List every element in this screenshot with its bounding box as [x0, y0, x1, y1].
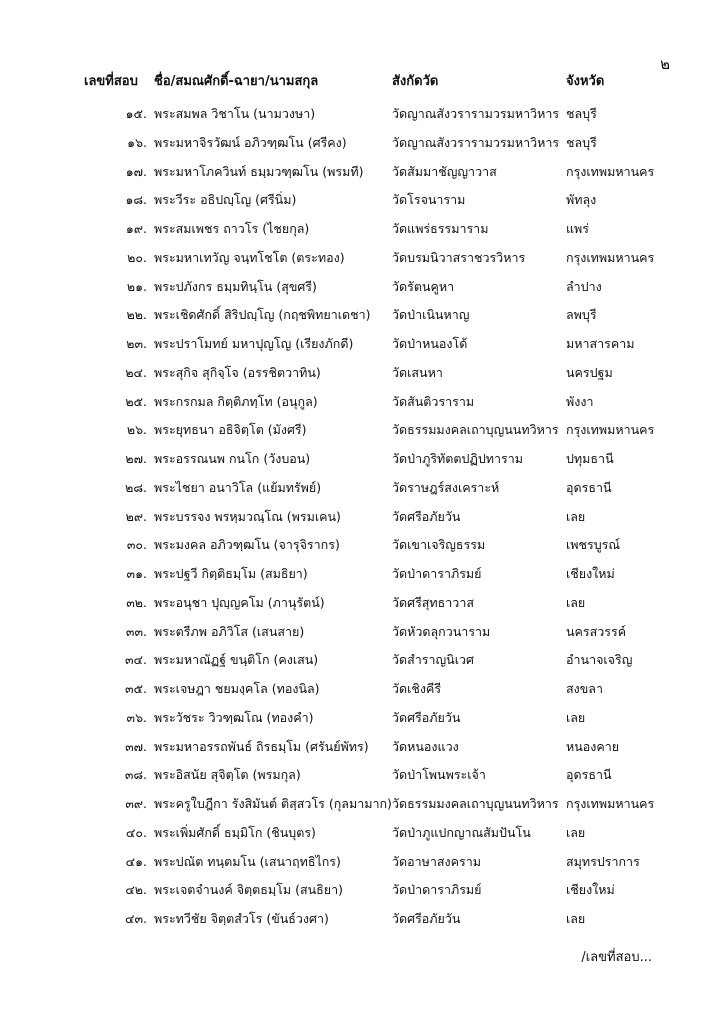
province-name: นครสวรรค์ — [566, 623, 627, 639]
table-row — [0, 876, 724, 905]
exam-number: ๒๘. — [125, 479, 147, 495]
province-name: เชียงใหม่ — [566, 566, 615, 581]
table-row — [0, 761, 724, 790]
temple-name: วัดศรีอภัยวัน — [392, 911, 461, 926]
province-name: ชลบุรี — [566, 134, 597, 150]
province-name: ลพบุรี — [566, 307, 597, 323]
temple-name: วัดหนองแวง — [392, 738, 459, 754]
exam-number: ๓๐. — [126, 537, 147, 553]
temple-name: วัดแพร่ธรรมาราม — [392, 221, 489, 236]
province-name: อำนาจเจริญ — [566, 652, 633, 668]
exam-number: ๔๓. — [125, 911, 147, 926]
province-name: กรุงเทพมหานคร — [566, 163, 655, 179]
table-header — [0, 70, 724, 94]
table-body — [0, 100, 724, 934]
header-exam-number: เลขที่สอบ — [84, 74, 138, 89]
temple-name: วัดป่าภูริทัตตปฏิปทาราม — [392, 451, 524, 466]
table-row — [0, 733, 724, 762]
monk-name: พระอนุชา ปุญฺญคโม (ภานุรัตน์) — [154, 594, 325, 610]
table-row — [0, 503, 724, 532]
temple-name: วัดป่าโพนพระเจ้า — [392, 767, 486, 783]
table-row — [0, 618, 724, 647]
monk-name: พระไชยา อนาวิโล (แย้มทรัพย์) — [154, 479, 322, 495]
table-row — [0, 416, 724, 445]
province-name: เลย — [566, 594, 586, 610]
province-name: แพร่ — [566, 221, 590, 236]
exam-number: ๓๙. — [125, 796, 147, 811]
temple-name: วัดศรีสุทธาวาส — [392, 594, 474, 610]
table-row — [0, 359, 724, 388]
temple-name: วัดเชิงคีรี — [392, 681, 442, 696]
header-temple: สังกัดวัด — [392, 74, 439, 89]
province-name: ลำปาง — [566, 278, 602, 294]
monk-name: พระปราโมทย์ มหาปุญโญ (เรียงภักดี) — [154, 336, 354, 351]
exam-number: ๑๙. — [125, 221, 147, 236]
exam-number: ๓๖. — [126, 709, 147, 725]
province-name: ปทุมธานี — [566, 451, 614, 466]
table-row — [0, 675, 724, 704]
exam-number: ๒๑. — [126, 278, 147, 294]
table-row — [0, 646, 724, 675]
table-row — [0, 215, 724, 244]
province-name: สงขลา — [566, 681, 603, 696]
monk-name: พระเจษฎา ชยมงฺคโล (ทองนิล) — [154, 681, 320, 696]
monk-name: พระสมเพชร ถาวโร (ไชยกุล) — [154, 221, 310, 236]
table-row — [0, 273, 724, 302]
province-name: กรุงเทพมหานคร — [566, 422, 655, 438]
exam-number: ๒๗. — [125, 451, 147, 466]
province-name: สมุทรปราการ — [566, 853, 640, 869]
temple-name: วัดญาณสังวรารามวรมหาวิหาร — [392, 106, 560, 121]
province-name: กรุงเทพมหานคร — [566, 249, 655, 265]
monk-name: พระปณัต ทนฺตมโน (เสนาฤทธิไกร) — [154, 853, 341, 869]
exam-number: ๑๘. — [125, 192, 147, 208]
temple-name: วัดป่าดาราภิรมย์ — [392, 566, 482, 581]
exam-number: ๒๐. — [127, 249, 147, 265]
province-name: อุดรธานี — [566, 767, 612, 783]
continuation-note: /เลขที่สอบ... — [581, 950, 652, 965]
page-number: ๒ — [660, 55, 670, 73]
exam-number: ๑๗. — [125, 163, 147, 179]
exam-number: ๑๖. — [127, 134, 147, 150]
temple-name: วัดราษฎร์สงเคราะห์ — [392, 479, 500, 495]
province-name: เลย — [566, 911, 586, 926]
province-name: กรุงเทพมหานคร — [566, 796, 655, 811]
temple-name: วัดสัมมาชัญญาวาส — [392, 163, 497, 179]
table-row — [0, 445, 724, 474]
province-name: เชียงใหม่ — [566, 882, 615, 898]
exam-number: ๔๑. — [125, 853, 147, 869]
monk-name: พระวัชระ วิวฑฺฒโณ (ทองคำ) — [154, 709, 314, 725]
header-name: ชื่อ/สมณศักดิ์-ฉายา/นามสกุล — [154, 74, 319, 89]
province-name: เลย — [566, 824, 586, 840]
province-name: พัทลุง — [566, 192, 597, 208]
exam-number: ๓๑. — [126, 566, 147, 581]
table-row — [0, 560, 724, 589]
monk-name: พระเจตจำนงค์ จิตฺตธมฺโม (สนธิยา) — [154, 882, 343, 898]
monk-name: พระสุกิจ สุกิจฺโจ (อรรชิตวาทิน) — [154, 364, 321, 380]
province-name: เลย — [566, 508, 586, 524]
temple-name: วัดป่าหนองโด้ — [392, 336, 468, 351]
temple-name: วัดป่าดาราภิรมย์ — [392, 882, 482, 898]
monk-name: พระอรรณนพ กนโก (วังบอน) — [154, 451, 311, 466]
monk-name: พระกรกมล กิตฺติภทฺโท (อนุกูล) — [154, 393, 318, 409]
monk-name: พระเพิ่มศักดิ์ ธมฺมิโก (ชินบุตร) — [154, 824, 316, 840]
table-row — [0, 531, 724, 560]
monk-name: พระมหาณัฏฐ์ ขนฺติโก (คงเสน) — [154, 652, 319, 668]
monk-name: พระครูใบฎีกา รังสิมันต์ ติสฺสวโร (กุลมามาก) — [154, 796, 392, 811]
exam-number: ๓๕. — [125, 681, 147, 696]
monk-name: พระบรรจง พรหฺมวณฺโณ (พรมเคน) — [154, 508, 341, 524]
temple-name: วัดเขาเจริญธรรม — [392, 537, 486, 553]
temple-name: วัดป่าเนินหาญ — [392, 307, 470, 323]
exam-number: ๓๔. — [125, 652, 147, 668]
temple-name: วัดธรรมมงคลเถาบุญนนทวิหาร — [392, 422, 559, 438]
temple-name: วัดบรมนิวาสราชวรวิหาร — [392, 249, 526, 265]
temple-name: วัดรัตนคูหา — [392, 278, 455, 294]
temple-name: วัดญาณสังวรารามวรมหาวิหาร — [392, 134, 560, 150]
temple-name: วัดหัวดลุกวนาราม — [392, 623, 491, 639]
table-row — [0, 301, 724, 330]
exam-number: ๒๒. — [126, 307, 147, 323]
exam-number: ๒๓. — [126, 336, 147, 351]
exam-number: ๒๔. — [125, 364, 147, 380]
table-row — [0, 474, 724, 503]
province-name: อุดรธานี — [566, 479, 612, 495]
province-name: เลย — [566, 709, 586, 725]
table-row — [0, 100, 724, 129]
exam-number: ๔๐. — [125, 824, 147, 840]
monk-name: พระยุทธนา อธิจิตฺโต (มังศรี) — [154, 422, 307, 438]
monk-name: พระปฐวี กิตฺติธมฺโม (สมธิยา) — [154, 566, 308, 581]
monk-name: พระอิสนัย สุจิตฺโต (พรมกุล) — [154, 767, 301, 783]
exam-number: ๔๒. — [125, 882, 147, 898]
exam-number: ๒๖. — [126, 422, 147, 438]
monk-name: พระเชิดศักดิ์ สิริปญฺโญ (กฤชพิทยาเดชา) — [154, 307, 371, 323]
header-province: จังหวัด — [566, 74, 605, 89]
table-row — [0, 388, 724, 417]
exam-number: ๓๒. — [126, 594, 147, 610]
temple-name: วัดศรีอภัยวัน — [392, 709, 461, 725]
province-name: มหาสารคาม — [566, 336, 635, 351]
monk-name: พระมหาอรรถพันธ์ ถิรธมฺโม (ศรันย์พัทร) — [154, 738, 369, 754]
monk-name: พระทวีชัย จิตฺตสํวโร (ขันธ์วงศา) — [154, 911, 329, 926]
table-row — [0, 589, 724, 618]
province-name: ชลบุรี — [566, 106, 597, 121]
table-row — [0, 158, 724, 187]
monk-name: พระวีระ อธิปญฺโญ (ศรีนิ่ม) — [154, 192, 297, 208]
table-row — [0, 790, 724, 819]
exam-number: ๑๕. — [125, 106, 147, 121]
monk-name: พระปภังกร ธมฺมทินฺโน (สุขศรี) — [154, 278, 317, 294]
monk-name: พระตรีภพ อภิวิโส (เสนสาย) — [154, 623, 305, 639]
table-row — [0, 848, 724, 877]
temple-name: วัดเสนหา — [392, 364, 443, 380]
monk-name: พระสมพล วิชาโน (นามวงษา) — [154, 106, 316, 121]
table-row — [0, 905, 724, 934]
province-name: นครปฐม — [566, 364, 613, 380]
table-row — [0, 704, 724, 733]
monk-name: พระมหาจิรวัฒน์ อภิวฑฺฒโน (ศรีคง) — [154, 134, 347, 150]
temple-name: วัดธรรมมงคลเถาบุญนนทวิหาร — [392, 796, 559, 811]
monk-name: พระมงคล อภิวฑฺฒโน (จารุจิรากร) — [154, 537, 340, 553]
table-row — [0, 330, 724, 359]
exam-number: ๒๙. — [125, 508, 147, 524]
table-row — [0, 186, 724, 215]
province-name: เพชรบูรณ์ — [566, 537, 620, 553]
temple-name: วัดอาษาสงคราม — [392, 853, 481, 869]
exam-number: ๓๘. — [124, 767, 147, 783]
monk-name: พระมหาเทวัญ จนฺทโชโต (ตระทอง) — [154, 249, 345, 265]
province-name: พังงา — [566, 393, 594, 409]
monk-name: พระมหาโภควินท์ ธมฺมวฑฺฒโน (พรมที) — [154, 163, 364, 179]
temple-name: วัดโรจนาราม — [392, 192, 466, 208]
temple-name: วัดป่าภูแปกญาณสัมปันโน — [392, 824, 531, 840]
exam-number: ๓๓. — [125, 623, 147, 639]
table-row — [0, 244, 724, 273]
temple-name: วัดสันติวราราม — [392, 393, 475, 409]
province-name: หนองคาย — [566, 738, 620, 754]
table-row — [0, 129, 724, 158]
temple-name: วัดศรีอภัยวัน — [392, 508, 461, 524]
exam-number: ๓๗. — [125, 738, 147, 754]
exam-number: ๒๕. — [125, 393, 147, 409]
temple-name: วัดสำราญนิเวศ — [392, 652, 474, 668]
table-row — [0, 819, 724, 848]
